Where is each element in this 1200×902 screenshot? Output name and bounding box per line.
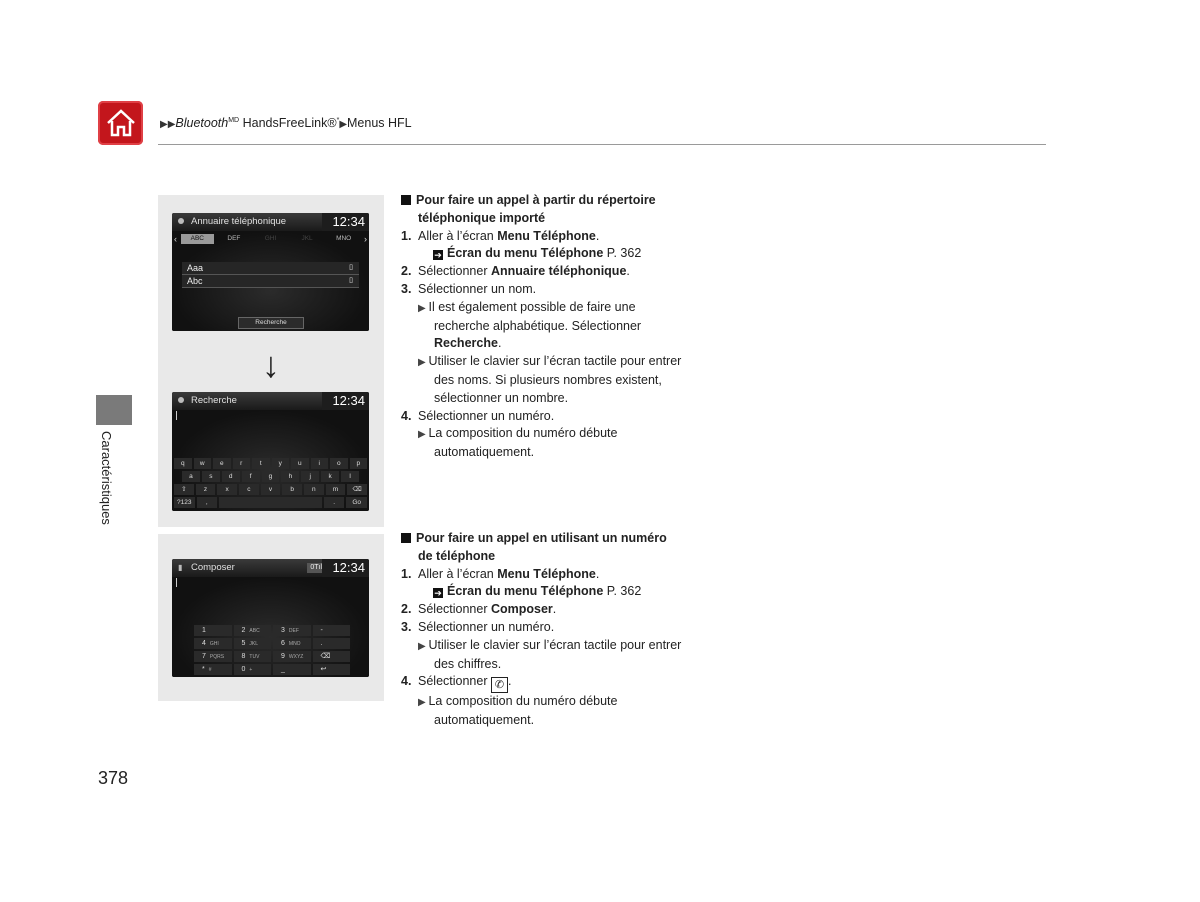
key-z[interactable]: z <box>196 484 216 495</box>
key-dash[interactable]: - <box>313 625 351 636</box>
call-icon: ✆ <box>491 677 508 693</box>
tab-abc[interactable]: ABC <box>181 234 214 244</box>
backspace-key-icon[interactable]: ⌫ <box>313 651 351 662</box>
tab-jkl[interactable]: JKL <box>301 235 313 242</box>
note: ▶ Utiliser le clavier sur l’écran tactile pour entrer <box>418 354 682 369</box>
section-heading: Pour faire un appel en utilisant un numéro <box>416 531 667 545</box>
contact-row[interactable]: Aaa ▯ <box>182 262 359 275</box>
backspace-key-icon[interactable]: ⌫ <box>347 484 367 495</box>
section-heading-cont: téléphonique importé <box>418 210 546 225</box>
note: ▶ Il est également possible de faire une <box>418 299 636 314</box>
step-3: 3. Sélectionner un numéro. <box>401 619 555 634</box>
phone-icon: ▯ <box>349 277 353 284</box>
key-a[interactable]: a <box>182 471 200 482</box>
key-f[interactable]: f <box>242 471 260 482</box>
key-6[interactable]: 6 MNO <box>273 638 311 649</box>
call-key-icon[interactable]: ↩ <box>313 664 351 675</box>
breadcrumb-arrow-icon: ▶▶ <box>160 119 176 130</box>
dial-screen <box>172 559 369 677</box>
key-u[interactable]: u <box>291 458 309 469</box>
phone-icon: ▯ <box>349 264 353 271</box>
breadcrumb: ▶▶Bluetooth$^{MD}$ HandsFreeLink®*▶Menus HFL <box>160 116 412 130</box>
shift-key-icon[interactable]: ⇧ <box>174 484 194 495</box>
key-j[interactable]: j <box>301 471 319 482</box>
key-q[interactable]: q <box>174 458 192 469</box>
key-b[interactable]: b <box>282 484 302 495</box>
step-1: 1. Aller à l’écran Menu Téléphone. <box>401 566 600 581</box>
key-e[interactable]: e <box>213 458 231 469</box>
key-2[interactable]: 2 ABC <box>234 625 272 636</box>
key-k[interactable]: k <box>321 471 339 482</box>
section-1: Pour faire un appel à partir du répertoire téléphonique importé 1. Aller à l’écran Menu Téléphone. ➔ Écran du menu Téléphone P. 362 2. Sélectionner Annuaire téléphonique. 3. Sélectionner un nom. ▶ Il est également possible de faire une recherche alphabétique. Sélectionner Recherche. ▶ Utiliser le clavier sur l’écran tactile pour entrer des noms. Si plusieurs nombres existent, sélectionner un nombre. 4. Sélectionner un numéro. ▶ La composition du numéro débute automatiquement. <box>401 192 721 462</box>
keyboard-row-4 <box>174 497 367 508</box>
section-2: Pour faire un appel en utilisant un numéro de téléphone 1. Aller à l’écran Menu Téléphone. ➔ Écran du menu Téléphone P. 362 2. Sélectionner Composer. 3. Sélectionner un numéro. ▶ Utiliser le clavier sur l’écran tactile pour entrer des chiffres. 4. Sélectionner ✆ . ▶ La composition du numéro débute automatiquement. <box>401 530 721 730</box>
chevron-right-icon[interactable]: › <box>363 234 367 244</box>
symbols-key[interactable]: ?123 <box>174 497 195 508</box>
screen-title: Annuaire téléphonique <box>191 216 287 227</box>
phonebook-screen <box>172 213 369 331</box>
triangle-bullet-icon: ▶ <box>418 429 429 441</box>
phone-icon: ▮ <box>178 563 183 572</box>
note: ▶ Utiliser le clavier sur l’écran tactile pour entrer <box>418 637 682 652</box>
home-icon <box>105 108 137 138</box>
key-1[interactable]: 1 <box>194 625 232 636</box>
key-dot[interactable]: . <box>313 638 351 649</box>
contact-row[interactable]: Abc ▯ <box>182 275 359 288</box>
search-button[interactable]: Recherche <box>238 317 304 329</box>
key-w[interactable]: w <box>194 458 212 469</box>
key-s[interactable]: s <box>202 471 220 482</box>
section-label: Caractéristiques <box>99 431 114 525</box>
screen-title: Recherche <box>191 395 237 406</box>
down-arrow-icon: ↓ <box>262 344 280 385</box>
chevron-left-icon[interactable]: ‹ <box>174 234 177 244</box>
key-g[interactable]: g <box>262 471 280 482</box>
breadcrumb-bluetooth[interactable]: Bluetooth <box>175 116 229 130</box>
page-number: 378 <box>98 768 129 788</box>
clock: 12:34 <box>322 559 369 577</box>
tab-mno[interactable]: MNO <box>336 235 352 242</box>
home-button[interactable] <box>98 101 143 145</box>
triangle-bullet-icon: ▶ <box>418 640 429 652</box>
breadcrumb-arrow-icon: ▶ <box>339 119 348 130</box>
tab-def[interactable]: DEF <box>227 235 241 242</box>
key-n[interactable]: n <box>304 484 324 495</box>
screen-title: Composer <box>191 562 235 573</box>
key-star-hash[interactable]: * # <box>194 664 232 675</box>
key-5[interactable]: 5 JKL <box>234 638 272 649</box>
breadcrumb-handsfreelink[interactable]: HandsFreeLink® <box>242 116 337 130</box>
key-x[interactable]: x <box>217 484 237 495</box>
key-comma[interactable]: , <box>197 497 218 508</box>
reference-arrow-icon: ➔ <box>434 250 442 261</box>
key-3[interactable]: 3 DEF <box>273 625 311 636</box>
section-heading-cont: de téléphone <box>418 548 496 563</box>
menu-dot-icon <box>178 397 184 403</box>
menu-dot-icon <box>178 218 184 224</box>
section-heading: Pour faire un appel à partir du répertoire <box>416 193 656 207</box>
header-divider <box>158 144 1046 145</box>
clock: 12:34 <box>322 392 369 410</box>
keyboard-row-1 <box>174 458 367 469</box>
step-4: 4. Sélectionner ✆ . <box>401 674 512 692</box>
triangle-bullet-icon: ▶ <box>418 357 429 369</box>
go-key[interactable]: Go <box>346 497 367 508</box>
section-tab[interactable] <box>96 395 132 425</box>
step-1: 1. Aller à l’écran Menu Téléphone. <box>401 228 600 243</box>
keyboard-row-2 <box>182 471 359 482</box>
triangle-bullet-icon: ▶ <box>418 697 429 709</box>
alpha-tabs <box>172 233 369 245</box>
step-3: 3. Sélectionner un nom. <box>401 281 537 296</box>
breadcrumb-menus-hfl[interactable]: Menus HFL <box>347 116 412 130</box>
note: ▶ La composition du numéro débute <box>418 694 618 709</box>
square-bullet-icon <box>401 533 411 543</box>
key-0[interactable]: 0 + <box>234 664 272 675</box>
key-c[interactable]: c <box>239 484 259 495</box>
key-7[interactable]: 7 PQRS <box>194 651 232 662</box>
key-i[interactable]: i <box>311 458 329 469</box>
key-m[interactable]: m <box>326 484 346 495</box>
key-l[interactable]: l <box>341 471 359 482</box>
key-v[interactable]: v <box>261 484 281 495</box>
search-screen <box>172 392 369 511</box>
page-reference-link[interactable]: ➔ Écran du menu Téléphone P. 362 <box>434 246 642 261</box>
tab-ghi[interactable]: GHI <box>264 235 277 242</box>
clock: 12:34 <box>322 213 369 231</box>
text-cursor <box>176 578 177 587</box>
key-8[interactable]: 8 TUV <box>234 651 272 662</box>
space-key[interactable] <box>219 497 322 508</box>
key-9[interactable]: 9 WXYZ <box>273 651 311 662</box>
keyboard-row-3 <box>174 484 367 495</box>
key-4[interactable]: 4 GHI <box>194 638 232 649</box>
key-p[interactable]: p <box>350 458 368 469</box>
text-cursor <box>176 411 177 420</box>
page-reference-link[interactable]: ➔ Écran du menu Téléphone P. 362 <box>434 584 642 599</box>
step-2: 2. Sélectionner Annuaire téléphonique. <box>401 264 630 279</box>
reference-arrow-icon: ➔ <box>434 588 442 599</box>
key-h[interactable]: h <box>281 471 299 482</box>
dial-keypad <box>194 625 350 675</box>
key-o[interactable]: o <box>330 458 348 469</box>
key-period[interactable]: . <box>324 497 345 508</box>
triangle-bullet-icon: ▶ <box>418 302 429 314</box>
step-4: 4. Sélectionner un numéro. <box>401 408 555 423</box>
key-r[interactable]: r <box>233 458 251 469</box>
step-2: 2. Sélectionner Composer. <box>401 602 557 617</box>
note: ▶ La composition du numéro débute <box>418 426 618 441</box>
key-d[interactable]: d <box>222 471 240 482</box>
key-t[interactable]: t <box>252 458 270 469</box>
square-bullet-icon <box>401 195 411 205</box>
key-y[interactable]: y <box>272 458 290 469</box>
key-space[interactable]: _ <box>273 664 311 675</box>
signal-status: 0Tıl <box>307 563 325 573</box>
